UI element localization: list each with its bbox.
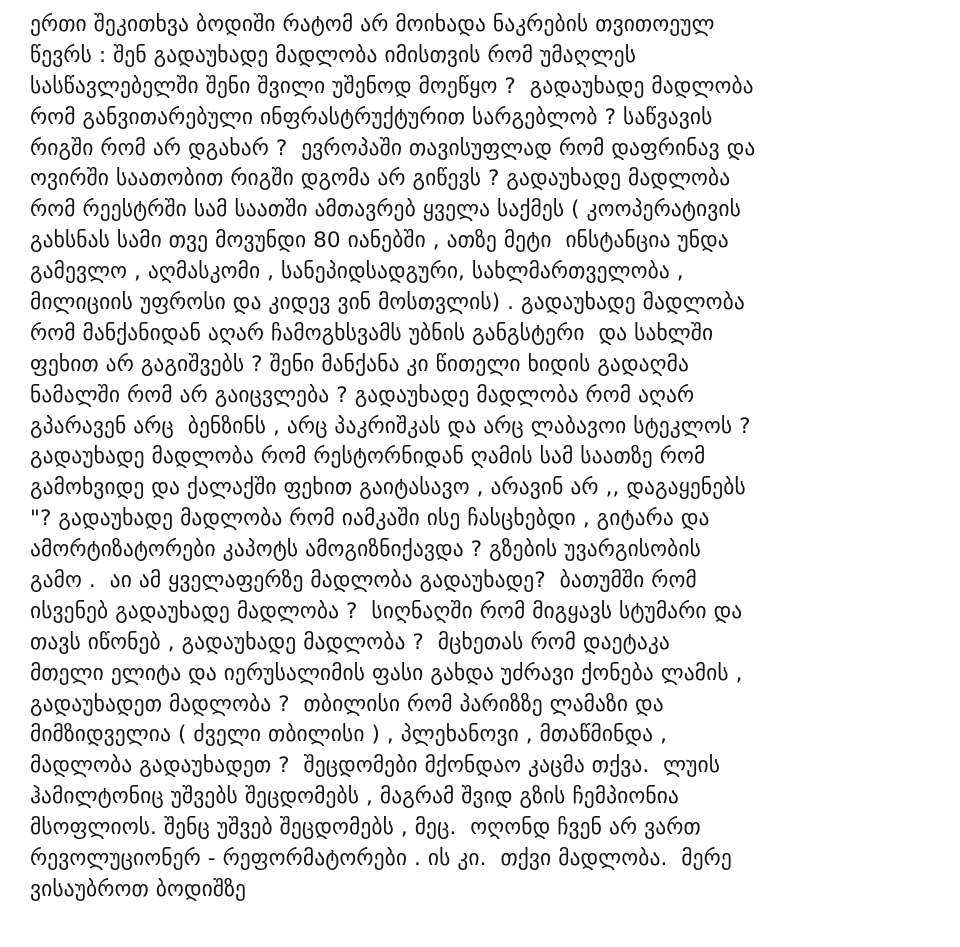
post-line: "? გადაუხადე მადლობა რომ იამკაში ისე ჩასცხებდი , გიტარა და xyxy=(30,506,710,532)
post-line: მადლობა გადაუხადეთ ? შეცდომები მქონდაო კაცმა თქვა. ლუის xyxy=(30,753,721,779)
post-line: სასწავლებელში შენი შვილი უშენოდ მოეწყო ? გადაუხადე მადლობა xyxy=(30,73,754,99)
post-line: ფეხით არ გაგიშვებს ? შენი მანქანა კი წითელი ხიდის გადაღმა xyxy=(30,351,690,377)
post-line: რომ მანქანიდან აღარ ჩამოგხსვამს უბნის განგსტერი და სახლში xyxy=(30,320,714,346)
post-line: გპარავენ არც ბენზინს , არც პაკრიშკას და არც ლაბავოი სტეკლოს ? xyxy=(30,413,751,439)
post-line: ისვენებ გადაუხადე მადლობა ? სიღნაღში რომ მიგყავს სტუმარი და xyxy=(30,598,743,624)
post-line: ნამალში რომ არ გაიცვლება ? გადაუხადე მადლობა რომ აღარ xyxy=(30,382,695,408)
post-line: ამორტიზატორები კაპოტს ამოგიზნიქავდა ? გზების უვარგისობის xyxy=(30,537,701,563)
post-line: ერთი შეკითხვა ბოდიში რატომ არ მოიხადა ნაკრების თვითოეულ xyxy=(30,12,715,37)
post-line: გამოხვიდე და ქალაქში ფეხით გაიტასავო , არავინ არ ,, დაგაყენებს xyxy=(30,475,746,501)
post-line: გადაუხადეთ მადლობა ? თბილისი რომ პარიზზე ლამაზი და xyxy=(30,691,664,717)
post-line: ვისაუბროთ ბოდიშზე xyxy=(30,876,246,902)
post-line: გახსნას სამი თვე მოვუნდი 80 იანებში , ათზე მეტი ინსტანცია უნდა xyxy=(30,228,729,254)
post-line: რომ განვითარებული ინფრასტრუქტურით სარგებლობ ? საწვავის xyxy=(30,104,713,130)
post-line: გამევლო , აღმასკომი , სანეპიდსადგური, სახლმართველობა , xyxy=(30,259,684,285)
post-line: მთელი ელიტა და იერუსალიმის ფასი გახდა უძრავი ქონება ლამის , xyxy=(30,660,743,686)
post-line: ჰამილტონიც უშვებს შეცდომებს , მაგრამ შვიდ გზის ჩემპიონია xyxy=(30,784,679,810)
post-line: რევოლუციონერ - რეფორმატორები . ის კი. თქვი მადლობა. მერე xyxy=(30,846,732,872)
post-line: რომ რეესტრში სამ საათში ამთავრებ ყველა საქმეს ( კოოპერატივის xyxy=(30,197,741,223)
post-line: მილიციის უფროსი და კიდევ ვინ მოსთვლის) . გადაუხადე მადლობა xyxy=(30,290,745,316)
post-text xyxy=(30,10,955,906)
post-line: რიგში რომ არ დგახარ ? ევროპაში თავისუფლად რომ დაფრინავ და xyxy=(30,135,756,161)
post-line: მიმზიდველია ( ძველი თბილისი ) , პლეხანოვი , მთაწმინდა , xyxy=(30,722,668,748)
post-line: გამო . აი ამ ყველაფერზე მადლობა გადაუხადე? ბათუმში რომ xyxy=(30,568,697,594)
post-line: გადაუხადე მადლობა რომ რესტორნიდან ღამის სამ საათზე რომ xyxy=(30,444,706,470)
post-line: თავს იწონებ , გადაუხადე მადლობა ? მცხეთას რომ დაეტაკა xyxy=(30,629,670,655)
post-line: მსოფლიოს. შენც უშვებ შეცდომებს , მეც. ოღონდ ჩვენ არ ვართ xyxy=(30,815,701,841)
post-line: წევრს : შენ გადაუხადე მადლობა იმისთვის რომ უმაღლეს xyxy=(30,42,637,68)
post-line: ოვირში საათობით რიგში დგომა არ გიწევს ? გადაუხადე მადლობა xyxy=(30,166,731,192)
